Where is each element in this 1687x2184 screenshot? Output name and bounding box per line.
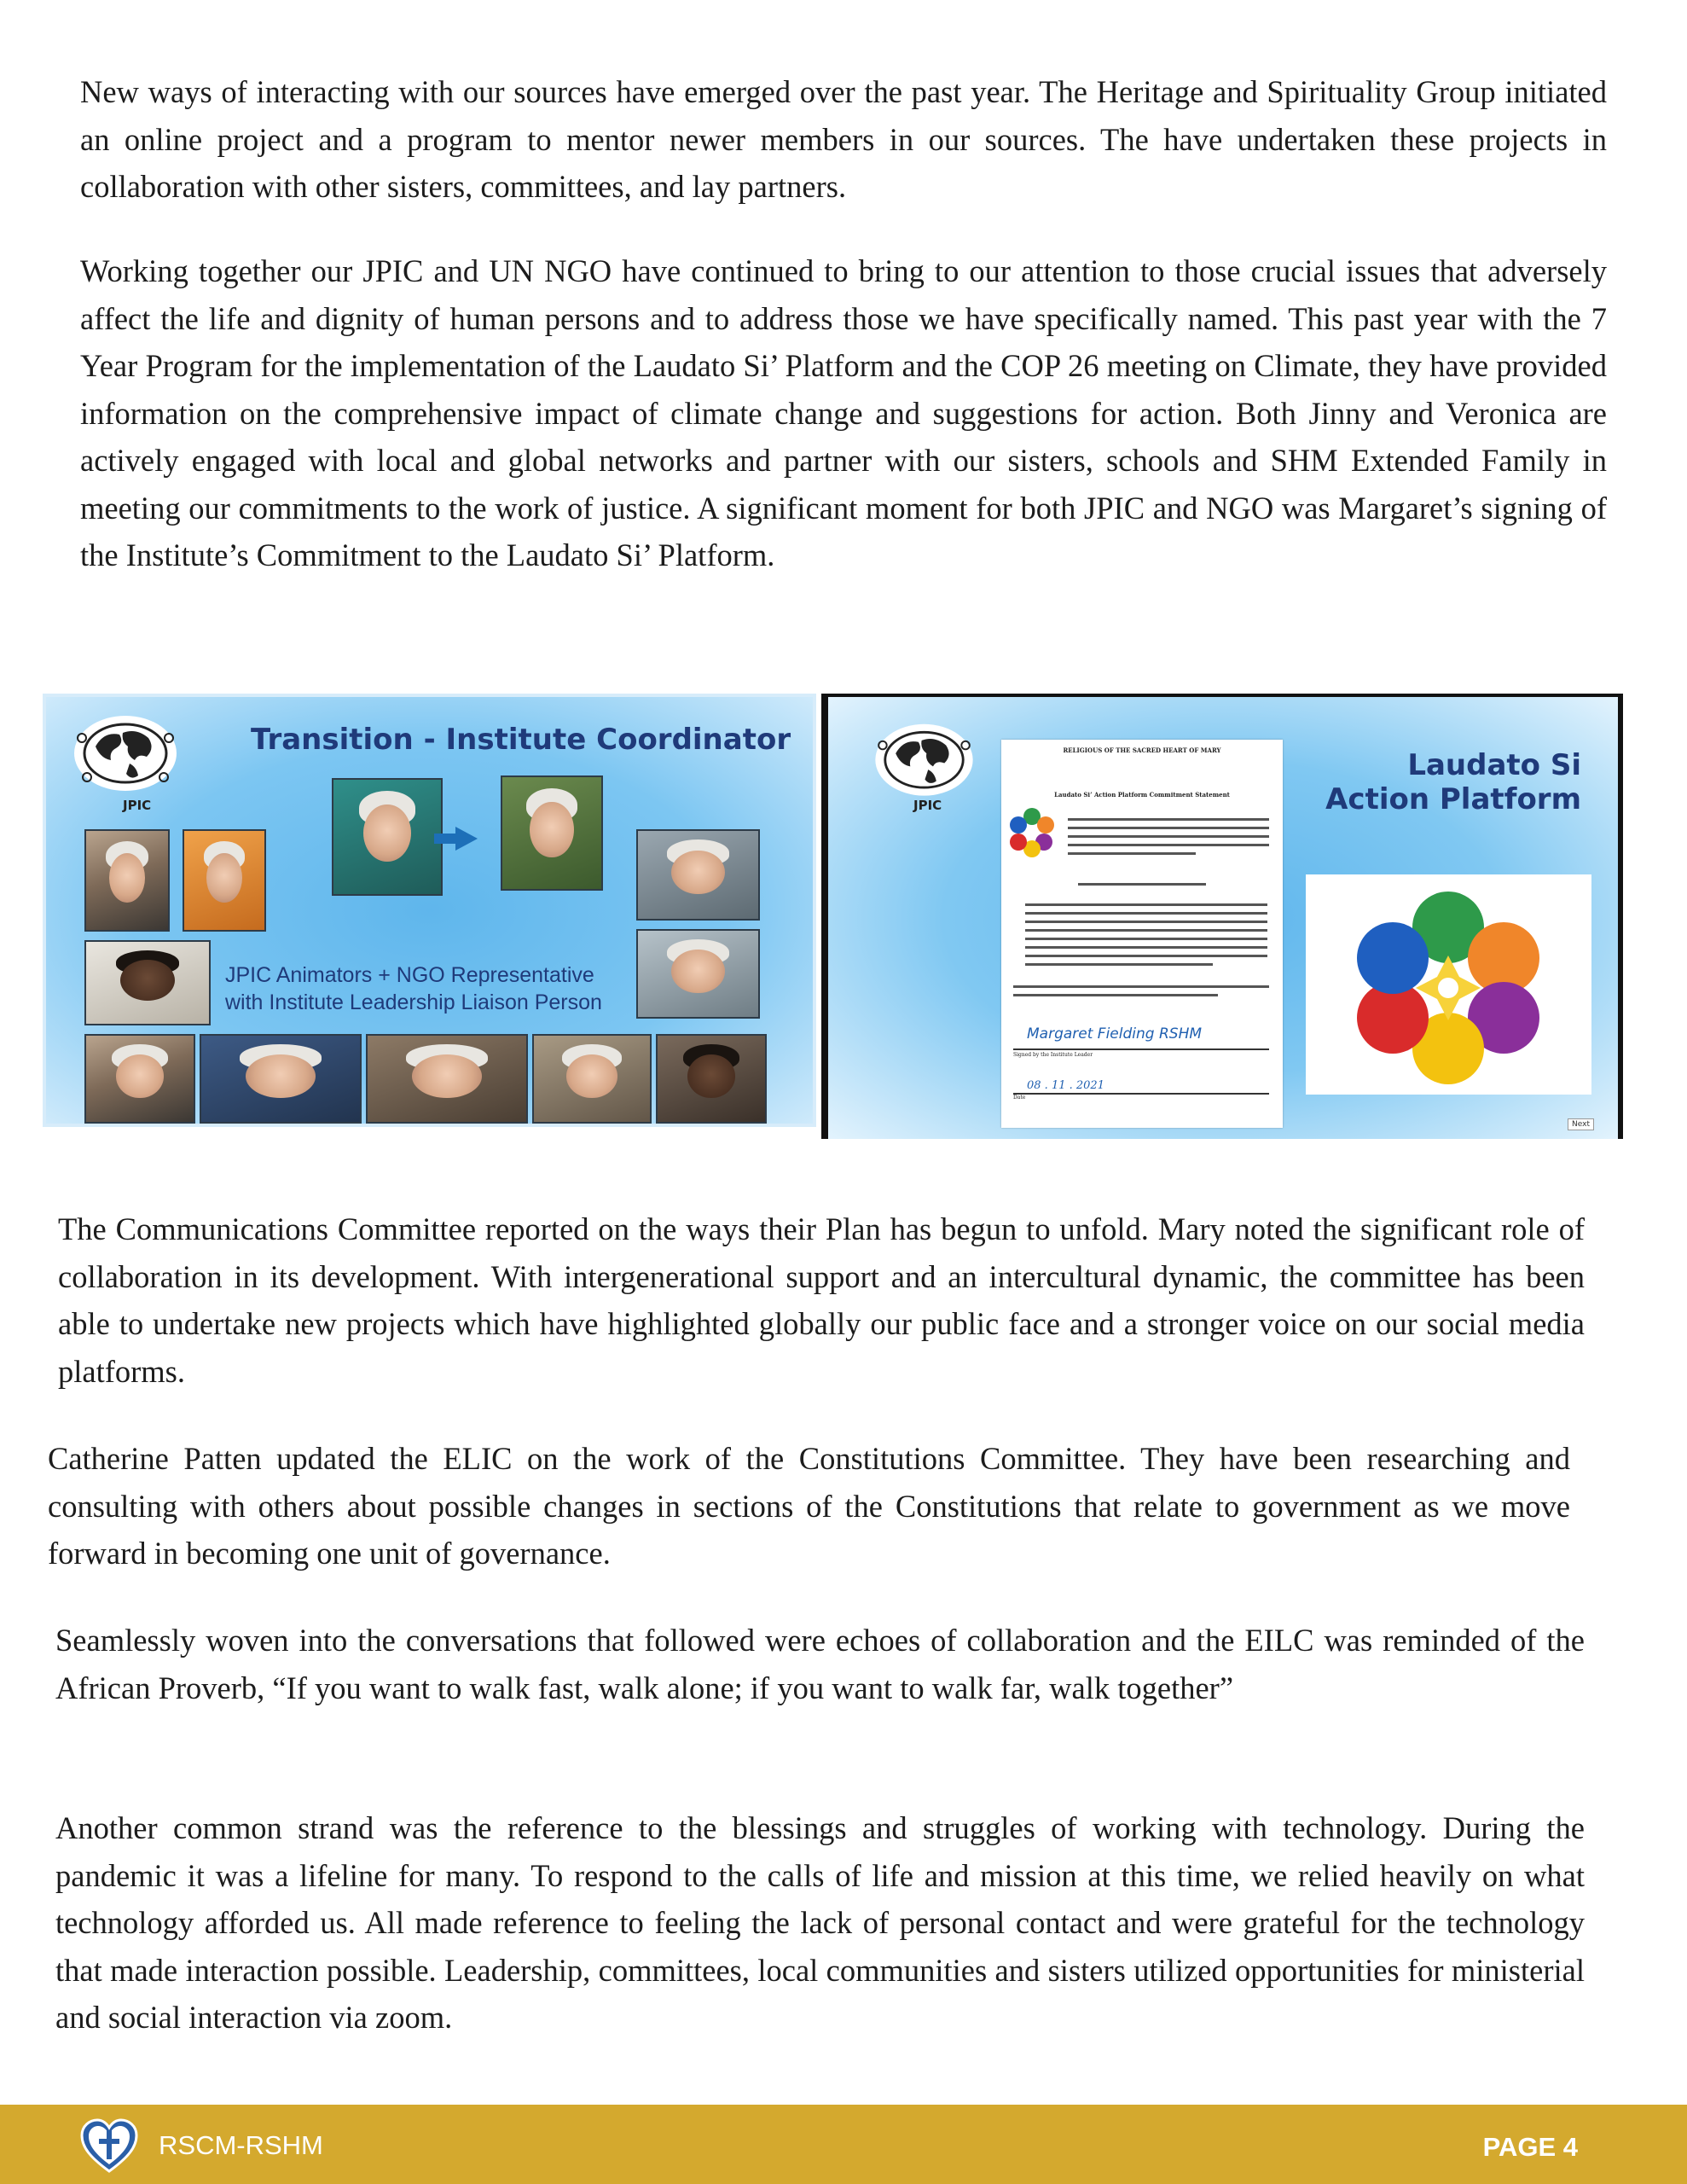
- footer-brand: RSCM-RSHM: [159, 2130, 323, 2160]
- globe-logo-icon: [70, 712, 181, 802]
- laudato-si-flower-icon: [1006, 806, 1058, 857]
- document-text-line: [1068, 852, 1196, 855]
- participant-photo: [636, 929, 760, 1019]
- slide-title: Laudato Si Action Platform: [1325, 748, 1581, 816]
- document-text-line: [1025, 955, 1267, 957]
- document-text-line: [1025, 963, 1213, 966]
- laudato-si-flower-card: [1306, 874, 1591, 1095]
- logo-label: JPIC: [913, 798, 942, 813]
- paragraph-african-proverb: Seamlessly woven into the conversations that followed were echoes of collaboration and the EILC was reminded of the African Proverb, “If you want to walk fast, walk alone; if you want to walk far, walk together”: [55, 1623, 1585, 1705]
- document-signature: Margaret Fielding RSHM: [1027, 1025, 1203, 1043]
- document-text-line: [1025, 946, 1267, 949]
- document-date-label: Date: [1013, 1095, 1026, 1101]
- document-subtitle: Laudato Si’ Action Platform Commitment Statement: [1054, 791, 1230, 799]
- paragraph-jpic-ngo: Working together our JPIC and UN NGO have continued to bring to our attention to those crucial issues that adversely affect the life and dignity of human persons and to address those we have specifically named. This past year with the 7 Year Program for the implementation of the Laudato Si’ Platform and the COP 26 meeting on Climate, they have provided information on the comprehensive impact of climate change and suggestions for action. Both Jinny and Veronica are actively engaged with local and global networks and partner with our sisters, schools and SHM Extended Family in meeting our commitments to the work of justice. A significant moment for both JPIC and NGO was Margaret’s signing of the Institute’s Commitment to the Laudato Si’ Platform.: [80, 253, 1607, 572]
- page-number: PAGE 4: [1482, 2132, 1578, 2162]
- commitment-statement-document: [1001, 740, 1283, 1128]
- participant-photo: [84, 829, 170, 932]
- participant-photo: [183, 829, 266, 932]
- laudato-si-flower-icon: [1306, 874, 1591, 1095]
- logo-label: JPIC: [123, 798, 152, 813]
- document-text-line: [1068, 818, 1269, 821]
- paragraph-heritage: New ways of interacting with our sources have emerged over the past year. The Heritage and Spirituality Group initiated an online project and a program to mentor newer members in our sources. The have undertaken these projects in collaboration with other sisters, committees, and lay partners.: [80, 74, 1607, 204]
- document-text-line: [1068, 827, 1269, 829]
- document-signed-by: Signed by the Institute Leader: [1013, 1052, 1093, 1058]
- paragraph-communications: The Communications Committee reported on the ways their Plan has begun to unfold. Mary noted the significant role of collaboration in its development. With intergenerational support and an intercultural dynamic, the committee has been able to undertake new projects which have highlighted globally our public face and a stronger voice on our social media platforms.: [58, 1211, 1585, 1389]
- next-button[interactable]: Next: [1568, 1118, 1594, 1130]
- paragraph-constitutions: Catherine Patten updated the ELIC on the work of the Constitutions Committee. They have been researching and consulting with others about possible changes in sections of the Constitutions that relate to government as we move forward in becoming one unit of governance.: [48, 1441, 1570, 1571]
- document-text-line: [1025, 921, 1267, 923]
- participant-photo: [501, 775, 603, 891]
- participant-photo: [84, 1034, 195, 1124]
- signature-line: [1013, 1048, 1269, 1050]
- rshm-heart-logo-icon: [80, 2118, 138, 2175]
- participant-photo: [200, 1034, 362, 1124]
- document-text-line: [1068, 844, 1269, 846]
- caption-line-2: with Institute Leadership Liaison Person: [225, 990, 602, 1014]
- arrow-right-icon: [455, 827, 478, 851]
- participant-photo: [332, 778, 443, 896]
- arrow-shaft: [434, 834, 456, 844]
- caption-line-1: JPIC Animators + NGO Representative: [225, 963, 594, 987]
- slide-laudato-si-platform: [821, 694, 1623, 1139]
- document-text-line: [1013, 994, 1218, 996]
- slide-title: Transition - Institute Coordinator: [251, 723, 791, 757]
- page-footer: [0, 2105, 1687, 2184]
- participant-photo: [366, 1034, 528, 1124]
- participant-photo: [636, 829, 760, 921]
- document-date: 08 . 11 . 2021: [1027, 1079, 1104, 1092]
- slide-transition-coordinator: [43, 694, 816, 1127]
- document-text-line: [1013, 985, 1269, 988]
- document-text-line: [1078, 883, 1206, 886]
- document-text-line: [1025, 938, 1267, 940]
- paragraph-technology: Another common strand was the reference to the blessings and struggles of working with technology. During the pandemic it was a lifeline for many. To respond to the calls of life and mission at this time, we relied heavily on what technology afforded us. All made reference to feeling the lack of personal contact and were grateful for the technology that made interaction possible. Leadership, committees, local communities and sisters utilized opportunities for ministerial and social interaction via zoom.: [55, 1810, 1585, 2035]
- participant-photo: [656, 1034, 767, 1124]
- document-text-line: [1025, 912, 1267, 915]
- slide-caption: [225, 961, 602, 1016]
- document-text-line: [1025, 929, 1267, 932]
- document-text-line: [1025, 903, 1267, 906]
- globe-logo-icon: [871, 721, 977, 806]
- date-line: [1013, 1093, 1269, 1095]
- participant-photo: [84, 940, 211, 1025]
- participant-photo: [532, 1034, 652, 1124]
- document-header: RELIGIOUS OF THE SACRED HEART OF MARY: [1063, 746, 1221, 754]
- document-text-line: [1068, 835, 1269, 838]
